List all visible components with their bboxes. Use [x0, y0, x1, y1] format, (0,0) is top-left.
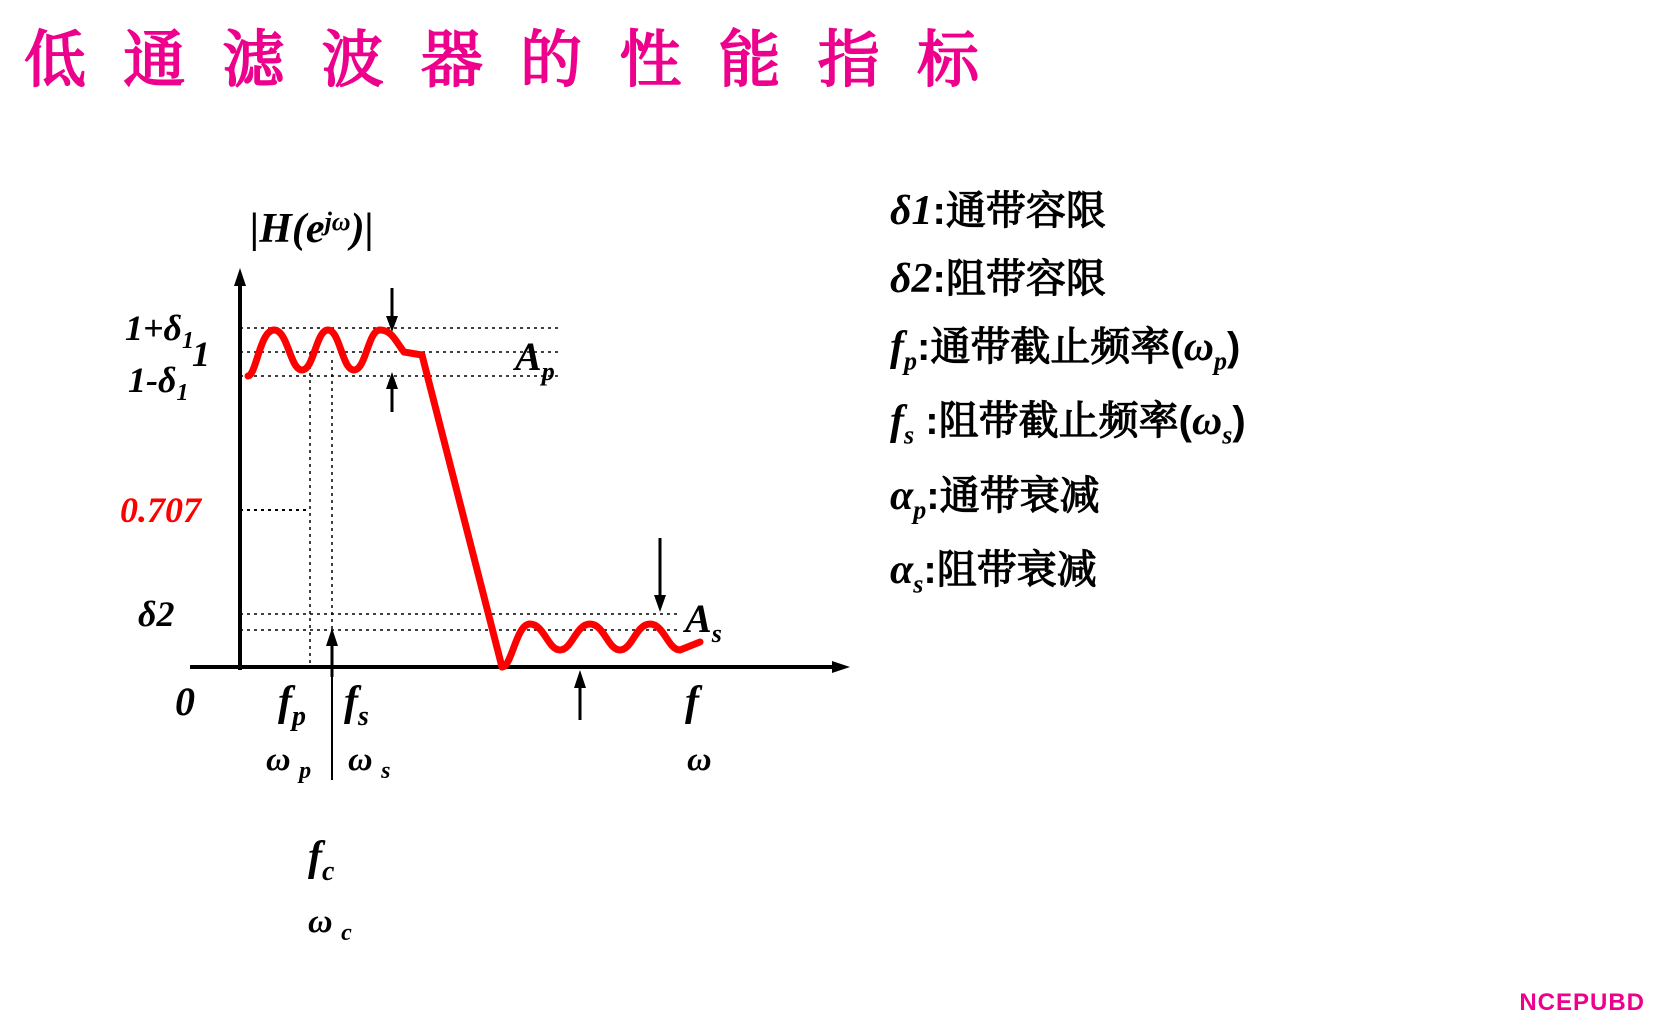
- as-arrow-head: [654, 595, 666, 612]
- x-axis-arrow: [832, 661, 850, 673]
- legend-symbol-sub: p: [913, 495, 927, 525]
- legend-item-alphas: [890, 549, 1640, 597]
- label-fc: $f_c$: [308, 834, 335, 887]
- legend-symbol-sub: s: [904, 420, 915, 450]
- legend-text: :通带衰减: [926, 473, 1100, 518]
- legend-symbol-sub: p: [904, 346, 918, 376]
- legend-tail-text: ): [1232, 399, 1246, 444]
- legend-item-delta2: [890, 258, 1640, 300]
- y-label-0707: 0.707: [120, 490, 201, 530]
- label-fs: $f_s$: [344, 679, 369, 732]
- legend-text: :通带截止频率(: [917, 325, 1184, 369]
- legend-symbol: δ1: [890, 188, 933, 234]
- legend-symbol: f: [890, 398, 904, 445]
- legend-symbol: f: [890, 324, 904, 370]
- legend-tail-symbol: ω: [1191, 398, 1223, 445]
- label-omega-p: ω $_p$: [266, 741, 312, 784]
- y-label-delta2: δ2: [138, 594, 175, 634]
- legend-list: [890, 190, 1640, 624]
- filter-response-svg: [60, 180, 880, 980]
- y-label-1: 1: [192, 334, 210, 374]
- passband-ripple-curve: [248, 330, 422, 376]
- legend-symbol: α: [890, 472, 914, 519]
- transition-band-curve: [422, 355, 502, 667]
- label-f: f: [685, 679, 699, 725]
- fc-arrow-head: [326, 628, 338, 646]
- filter-response-figure: [60, 180, 880, 980]
- legend-tail-sub: s: [1222, 420, 1233, 450]
- label-fp: $f_p$: [278, 679, 306, 732]
- legend-item-fp: [890, 326, 1640, 374]
- f-axis-tick-head: [574, 670, 586, 688]
- legend-text: :阻带衰减: [923, 548, 1097, 593]
- legend-tail-sub: p: [1214, 346, 1228, 376]
- footer-brand: NCEPUBD: [1519, 989, 1645, 1016]
- label-omega: ω: [687, 741, 712, 778]
- legend-symbol: α: [890, 547, 914, 594]
- legend-symbol: δ2: [890, 256, 933, 302]
- legend-tail-symbol: ω: [1183, 324, 1215, 370]
- label-omega-c: ω $_c$: [308, 903, 352, 946]
- stopband-ripple-curve: [502, 624, 700, 667]
- y-axis-arrow: [234, 268, 246, 286]
- legend-item-alphap: [890, 472, 1640, 525]
- label-ap: $A_p$: [515, 334, 555, 386]
- legend-symbol-sub: s: [913, 569, 924, 599]
- page-title: 低 通 滤 波 器 的 性 能 指 标: [24, 26, 990, 95]
- legend-item-delta1: [890, 190, 1640, 232]
- legend-item-fs: [890, 400, 1640, 448]
- legend-text: :通带容限: [932, 189, 1106, 233]
- label-origin: 0: [175, 679, 195, 724]
- y-label-1plusdelta1: $1+\delta_1$: [125, 308, 194, 354]
- legend-text: :阻带截止频率(: [914, 399, 1192, 444]
- label-omega-s: ω $_s$: [348, 741, 391, 784]
- legend-tail-text: ): [1227, 325, 1241, 369]
- y-label-1minusdelta1: $1-\delta_1$: [128, 360, 189, 406]
- legend-text: :阻带容限: [932, 257, 1106, 301]
- y-axis-title: $|H(e^{j\omega})|$: [250, 206, 374, 252]
- label-as: $A_s$: [685, 596, 722, 648]
- ap-arrow-lower-head: [386, 372, 398, 389]
